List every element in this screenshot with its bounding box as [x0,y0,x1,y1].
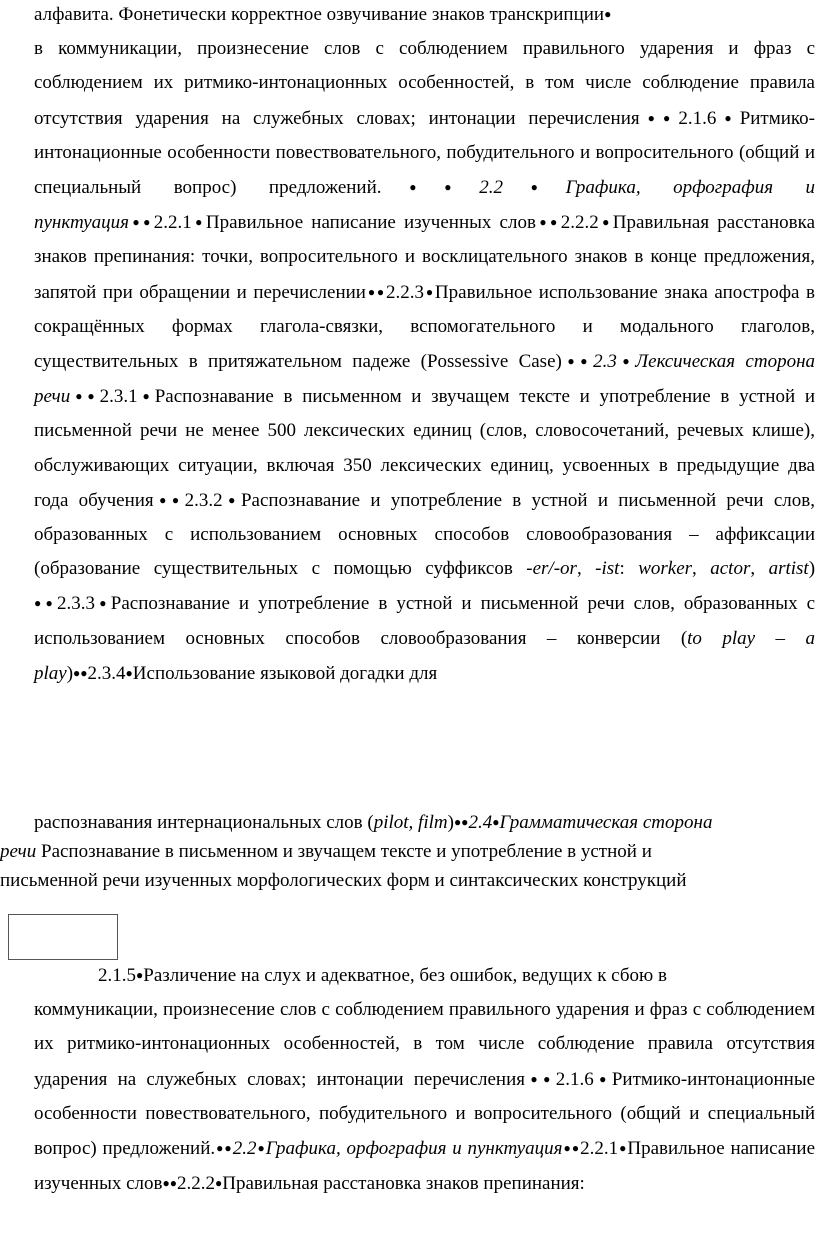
text-run: Различение на слух и адекватное, без ошибок, ведущих к сбою в [143,965,667,986]
text-run: , [750,558,769,580]
text-run: pilot, film [373,812,448,833]
text-run: 2.2 [232,1138,257,1160]
bullet-icon: ● [424,284,435,299]
bullet-icon: ● [492,815,500,829]
text-run: 2.2 [479,177,503,199]
text-run: 2.4 [468,812,493,833]
text-block-2 [0,808,816,895]
bullet-icon: ● [137,389,155,404]
text-run: ) [808,558,816,580]
bullet-icon: ● [618,1141,628,1156]
bullet-icon: ● [95,596,111,611]
text-run: Распознавание в письменном и звучащем тексте и употребление в устной и [36,841,652,862]
text-run: -ist [595,558,620,580]
empty-frame [8,914,118,960]
bullet-icon: ●● [535,215,561,230]
bullet-icon: ●● [153,492,185,507]
text-run: : [619,558,639,580]
text-run: Ритмико-интонационные особенности повествовательного, побудительного и вопросительного (общий и специальный вопрос) предложений. [34,1068,816,1160]
bullet-icon: ● [616,354,636,369]
text-run: Распознавание и употребление в устной и письменной речи слов, образованных с использованием основных способов словообразования – конверсии ( [34,593,816,649]
text-run: 2.1.5 [98,965,136,986]
text-run: коммуникации, произнесение слов с соблюдением правильного ударения и фраз с соблюдением их ритмико-интонационных особенностей, в том числе соблюдение правила отсутствия ударения на служебных словах; интонации перечисления [34,999,815,1090]
bullet-icon: ●● [562,1141,581,1156]
text-run: Распознавание в письменном и звучащем тексте и употребление в устной и письменной речи не менее 500 лексических единиц (слов, словосочетаний, речевых клише), обслуживающих ситуации, включая 350 лексических единиц, усвоенных в предыдущие два года обучения [34,386,816,511]
text-run: 2.3.4 [87,662,126,684]
text-run: 2.2.2 [177,1173,216,1195]
bullet-icon: ●● [453,815,469,829]
bullet-icon: ● [215,1176,223,1191]
bullet-icon: ●● [215,1141,233,1156]
bullet-icon: ●● [34,596,58,611]
bullet-icon: ● [604,7,612,21]
text-run: artist [768,558,809,580]
text-run: 2.3.2 [184,489,223,511]
text-run: Графика, орфография и пунктуация [34,177,816,234]
bullet-icon: ● [502,180,566,195]
text-line [0,837,816,866]
text-run: to play – a play [34,627,815,684]
text-run: речи [0,841,37,862]
text-run: Правильное написание изученных слов [205,212,536,234]
text-run: 2.3.1 [99,386,138,408]
text-run: Ритмико-интонационные особенности повествовательного, побудительного и вопросительного (общий и специальный вопрос) предложений. [34,107,816,199]
text-block-1 [34,0,815,691]
text-run: 2.1.6 [678,107,717,129]
text-run: actor [710,558,751,580]
text-run: Использование языковой догадки для [132,662,438,684]
bullet-icon: ● [256,1141,266,1156]
text-line [0,808,816,837]
bullet-icon: ●● [365,284,386,299]
text-run: Правильное использование знака апострофа в сокращённых формах глагола-связки, вспомогательного и модального глаголов, существительных в притяжательном падеже (Possessive Case) [34,281,816,373]
bullet-icon: ● [598,215,613,230]
text-run: Графика, орфография и пунктуация [265,1138,563,1160]
bullet-icon: ● [716,110,740,125]
text-run: письменной речи изученных морфологических форм и синтаксических конструкций [0,870,687,891]
text-run: алфавита. Фонетически корректное озвучивание знаков транскрипции [34,4,605,25]
text-run: Распознавание и употребление в устной и письменной речи слов, образованных с использованием основных способов словообразования – аффиксации (образование существительных с помощью суффиксов [34,489,815,580]
text-run: распознавания интернациональных слов ( [34,812,374,833]
text-run: 2.2.2 [560,212,599,234]
text-run: worker [638,558,693,580]
bullet-icon: ●● [129,215,154,230]
bullet-icon: ● [191,215,206,230]
bullet-icon: ● [125,665,133,680]
text-run: 2.3.3 [57,593,96,615]
text-run: Лексическая сторона речи [34,351,816,408]
text-run: 2.2.1 [153,212,192,234]
bullet-icon: ●● [162,1176,178,1191]
text-run: ) [447,812,454,833]
bullet-icon: ●● [381,180,480,195]
text-run: 2.2.3 [386,281,424,303]
text-run: , [692,558,711,580]
text-run: 2.3 [593,351,617,373]
text-run: ) [66,662,74,684]
bullet-icon: ●● [73,665,88,680]
text-run: 2.2.1 [580,1138,619,1160]
bullet-icon: ● [593,1071,612,1086]
text-run: Правильная расстановка знаков препинания: точки, вопросительного и восклицательного знаков в конце предложения, запятой при обращении и перечислении [34,212,816,303]
bullet-icon: ●● [639,110,679,125]
bullet-icon: ●● [561,354,594,369]
text-run: Грамматическая сторона [499,812,713,833]
bullet-icon: ●● [70,389,100,404]
text-run: -er/-or [526,558,577,580]
bullet-icon: ●● [524,1071,556,1086]
text-run: , [576,558,596,580]
bullet-icon: ● [136,968,144,982]
bullet-icon: ● [222,492,241,507]
text-run: в коммуникации, произнесение слов с соблюдением правильного ударения и фраз с соблюдением их ритмико-интонационных особенностей, в том числе соблюдение правила отсутствия ударения на служебных словах; интонации перечисления [34,38,815,129]
text-run: Правильная расстановка знаков препинания: [222,1173,585,1195]
text-run: 2.1.6 [555,1068,594,1090]
text-line [0,866,816,895]
text-block-3 [34,958,815,1201]
text-run: Правильное написание изученных слов [34,1138,816,1195]
